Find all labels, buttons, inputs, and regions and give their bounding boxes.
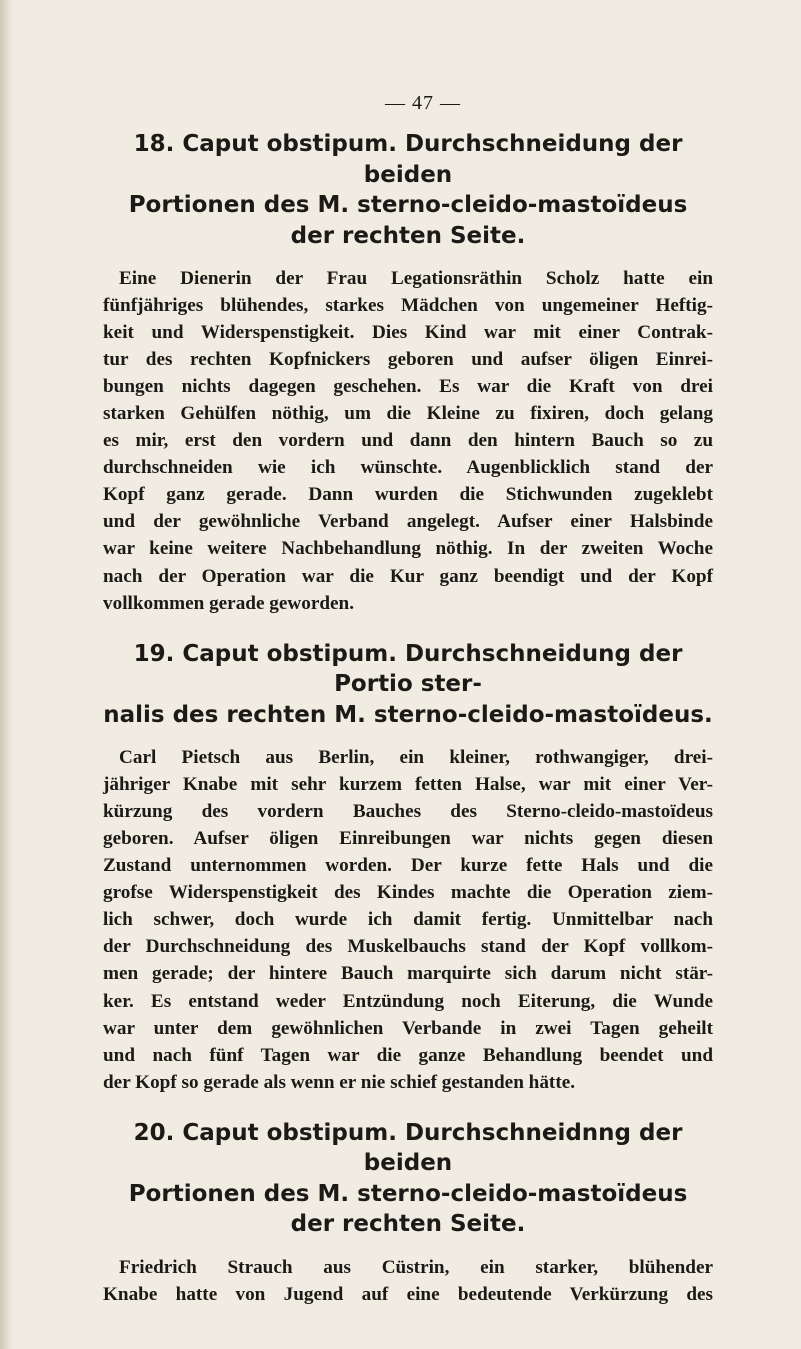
text-line: Knabe hatte von Jugend auf eine bedeutende Verkürzung des (103, 1283, 713, 1305)
text-line: der Durchschneidung des Muskelbauchs stand der Kopf vollkom- (103, 936, 713, 958)
book-page (103, 88, 713, 1308)
heading-line: 18. Caput obstipum. Durchschneidung der beiden (133, 131, 683, 188)
heading-line: Portionen des M. sterno-cleido-mastoïdeus (128, 192, 688, 218)
text-line: grofse Widerspenstigkeit des Kindes machte die Operation ziem- (103, 882, 713, 904)
case-19-heading (103, 639, 713, 731)
text-line: Friedrich Strauch aus Cüstrin, ein starker, blühender (119, 1256, 713, 1278)
heading-line: der rechten Seite. (290, 222, 526, 249)
text-line: keit und Widerspenstigkeit. Dies Kind war mit einer Contrak- (103, 322, 713, 344)
case-20-text (103, 1254, 713, 1308)
text-line: starken Gehülfen nöthig, um die Kleine zu fixiren, doch gelang (103, 403, 713, 425)
text-line: Kopf ganz gerade. Dann wurden die Stichwunden zugeklebt (103, 484, 713, 506)
case-20-section (103, 1118, 713, 1308)
text-line: Zustand unternommen worden. Der kurze fette Hals und die (103, 855, 713, 877)
text-line: der Kopf so gerade als wenn er nie schief gestanden hätte. (103, 1071, 576, 1093)
text-line: es mir, erst den vordern und dann den hintern Bauch so zu (103, 430, 713, 452)
text-line: kürzung des vordern Bauches des Sterno-cleido-mastoïdeus (103, 801, 713, 823)
case-20-heading (103, 1118, 713, 1240)
text-line: geboren. Aufser öligen Einreibungen war nichts gegen diesen (103, 828, 713, 850)
text-line: jähriger Knabe mit sehr kurzem fetten Halse, war mit einer Ver- (103, 774, 713, 796)
text-line: durchschneiden wie ich wünschte. Augenblicklich stand der (103, 457, 713, 479)
text-line: und nach fünf Tagen war die ganze Behandlung beendet und (103, 1044, 713, 1066)
text-line: war unter dem gewöhnlichen Verbande in zwei Tagen geheilt (103, 1017, 713, 1039)
text-line: fünfjähriges blühendes, starkes Mädchen von ungemeiner Heftig- (103, 295, 713, 317)
case-19-text (103, 744, 713, 1096)
heading-line: nalis des rechten M. sterno-cleido-mastoïdeus. (103, 701, 713, 728)
text-line: Eine Dienerin der Frau Legationsräthin Scholz hatte ein (119, 268, 713, 289)
text-line: vollkommen gerade geworden. (103, 592, 355, 614)
heading-line: der rechten Seite. (290, 1211, 526, 1238)
case-18-text (103, 265, 713, 617)
case-18-section (103, 129, 713, 617)
text-line: bungen nichts dagegen geschehen. Es war die Kraft von drei (103, 376, 713, 398)
text-line: und der gewöhnliche Verband angelegt. Aufser einer Halsbinde (103, 511, 713, 533)
heading-line: 19. Caput obstipum. Durchschneidung der Portio ster- (133, 640, 683, 698)
text-line: tur des rechten Kopfnickers geboren und aufser öligen Einrei- (103, 349, 713, 371)
text-line: nach der Operation war die Kur ganz beendigt und der Kopf (103, 565, 713, 587)
heading-line: 20. Caput obstipum. Durchschneidnng der beiden (133, 1119, 683, 1177)
page-binding-edge (0, 0, 14, 1349)
text-line: lich schwer, doch wurde ich damit fertig. Unmittelbar nach (103, 909, 713, 931)
case-19-section (103, 639, 713, 1096)
heading-line: Portionen des M. sterno-cleido-mastoïdeus (128, 1180, 688, 1207)
case-18-heading (103, 129, 713, 251)
page-number: — 47 — (385, 92, 461, 114)
text-line: ker. Es entstand weder Entzündung noch Eiterung, die Wunde (103, 990, 713, 1012)
text-line: Carl Pietsch aus Berlin, ein kleiner, rothwangiger, drei- (119, 747, 713, 769)
text-line: men gerade; der hintere Bauch marquirte sich darum nicht stär- (103, 963, 713, 985)
text-line: war keine weitere Nachbehandlung nöthig. In der zweiten Woche (103, 538, 713, 560)
